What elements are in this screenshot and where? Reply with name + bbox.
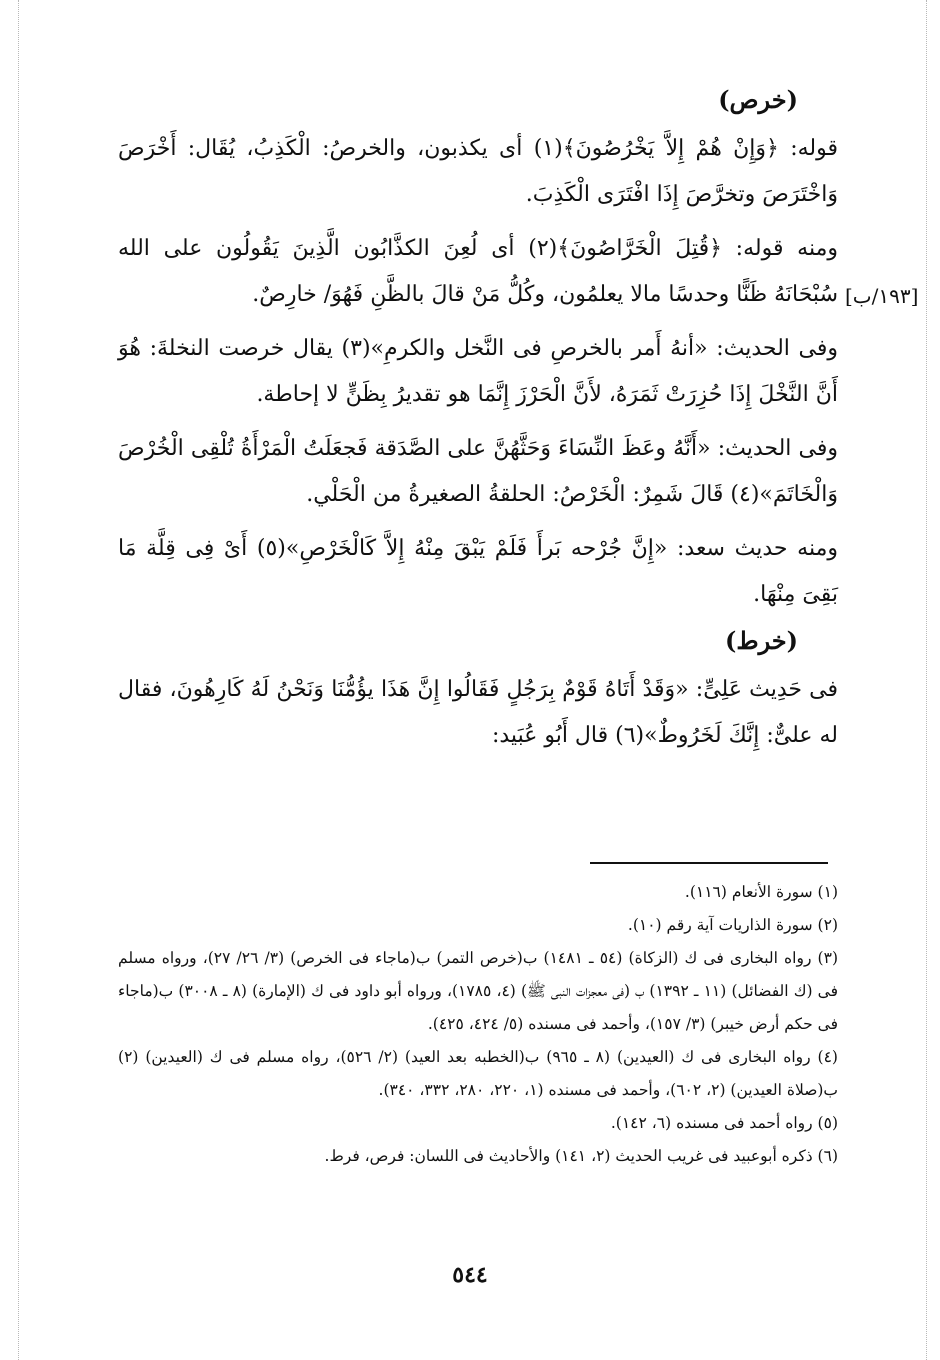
entry-khart bbox=[118, 626, 838, 759]
footnotes bbox=[118, 876, 838, 1173]
paragraph: وفى الحديث: «أَنَّهُ وعَظَ النِّسَاءَ وَحَثَّهُنَّ على الصَّدَقة فَجعَلَتُ الْمَرْأَةُ تُلْقِى الْخُرْصَ وَالْخَاتَمَ»(٤) قَالَ شَمِرٌ: الْخَرْصُ: الحلقةُ الصغيرةُ من الْحَلْي. bbox=[118, 436, 838, 507]
footnote-separator bbox=[590, 862, 828, 864]
paragraph: فى حَدِيث عَلِىٍّ: «وَقَدْ أَتَاهُ قَوْمٌ بِرَجُلٍ فَقَالُوا إِنَّ هَذَا يؤُمُّنَا وَنَحْنُ لَهُ كَارِهُونَ، فقال له علىٌّ: إِنَّكَ لَخَرُوطٌ»(٦) قال أَبُو عُبَيد: bbox=[118, 677, 838, 748]
footnote: (٥) رواه أحمد فى مسنده (٦، ١٤٢). bbox=[610, 1114, 838, 1132]
entry-heading: (خرط) bbox=[725, 626, 798, 655]
page-body bbox=[118, 85, 838, 767]
paragraph: وفى الحديث: «أنهُ أَمر بالخرصِ فى النَّخل والكرمِ»(٣) يقال خرصت النخلةَ: هُوَ أَنَّ النَّخْلَ إِذَا حُزِرَتْ ثَمَرَهُ، لأَنَّ الْحَرْزَ إِنَّمَا هو تقديرُ بِظَنٍّ لا إحاطة. bbox=[118, 336, 838, 407]
entry-heading: (خرص) bbox=[718, 85, 798, 114]
right-margin-rule bbox=[926, 0, 927, 1360]
footnote: (٦) ذكره أبوعبيد فى غريب الحديث (٢، ١٤١) والأحاديث فى اللسان: فرص، فرط. bbox=[324, 1147, 838, 1165]
paragraph: قوله: ﴿وَإِنْ هُمْ إِلاَّ يَخْرُصُونَ﴾(١) أى يكذبون، والخرصُ: الْكَذِبُ، يُقَال: أَخْرَصَ وَاخْتَرَصَ وتخرَّصَ إِذَا افْتَرَى الْكَذِبَ. bbox=[118, 136, 839, 207]
left-margin-rule bbox=[18, 0, 19, 1360]
page-number: ٥٤٤ bbox=[452, 1262, 488, 1288]
paragraph: ومنه حديث سعد: «إِنَّ جُرْحه بَرأَ فَلَمْ يَبْقَ مِنْهُ إِلاَّ كَالْخَرْصِ»(٥) أَىْ فِى قِلَّة مَا بَقِىَ مِنْهَا. bbox=[118, 536, 838, 607]
footnote: (٤) رواه البخارى فى ك (العيدين) (٨ ـ ٩٦٥) ب(الخطبه بعد العيد) (٢/ ٥٢٦)، رواه مسلم فى ك (العيدين) (٢) ب(صلاة العيدين) (٢، ٦٠٢)، وأحمد فى مسنده (١، ٢٢٠، ٢٨٠، ٣٣٢، ٣٤٠). bbox=[118, 1048, 838, 1099]
entry-khars bbox=[118, 85, 838, 618]
footnote: (٢) سورة الذاريات آية رقم (١٠). bbox=[627, 916, 838, 934]
footnote: (١) سورة الأنعام (١١٦). bbox=[684, 883, 838, 901]
paragraph: ومنه قوله: ﴿قُتِلَ الْخَرَّاصُونَ﴾(٢) أى لُعِنَ الكذَّابُون الَّذِينَ يَقُولُون على الله سُبْحَانَهُ ظَنًّا وحدسًا مالا يعلمُون، وكُلُّ مَنْ قالَ بالظَّنِ فَهُوَ/ خارِصٌ. bbox=[118, 236, 838, 307]
margin-folio-note: [١٩٣/ب] bbox=[845, 284, 919, 308]
footnote: (٣) رواه البخارى فى ك (الزكاة) (٥٤ ـ ١٤٨١) ب(خرص التمر) ب(ماجاء فى الخرص) (٣/ ٢٦/ ٢٧)، ورواه مسلم فى (ك الفضائل) (١١ ـ ١٣٩٢) ب (فى معجزات النبى ﷺ) (٤، ١٧٨٥)، ورواه أبو داود فى ك (الإمارة) (٨ ـ ٣٠٠٨) ب(ماجاء فى حكم أرض خيبر) (٣/ ١٥٧)، وأحمد فى مسنده (٥/ ٤٢٤، ٤٢٥). bbox=[118, 949, 838, 1033]
